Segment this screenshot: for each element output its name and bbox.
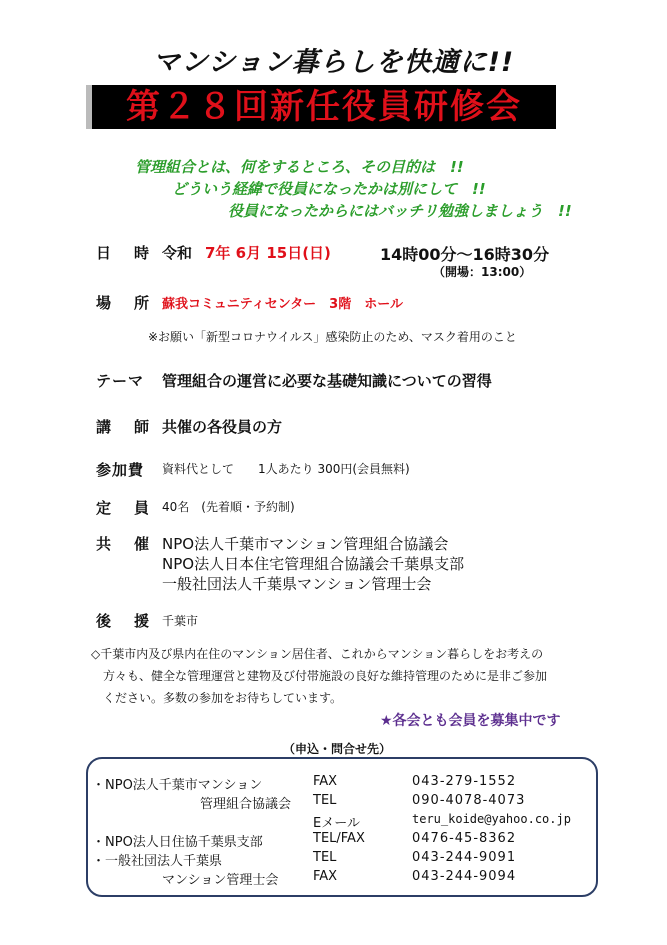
schedule-date: 7年 6月 15日(日): [205, 244, 331, 262]
support-value: 千葉市: [162, 614, 199, 628]
contact-type: TEL: [313, 850, 337, 865]
contact-type: TEL/FAX: [313, 831, 365, 846]
contact-heading: （申込・問合せ先）: [283, 742, 392, 756]
contact-value: 090-4078-4073: [412, 793, 526, 808]
contact-value: 043-244-9094: [412, 869, 517, 884]
schedule-label: 日 時: [96, 244, 154, 262]
banner-title: 第２８回新任役員研修会: [126, 87, 522, 127]
theme-label: テーマ: [96, 372, 145, 390]
contact-email[interactable]: teru_koide@yahoo.co.jp: [412, 812, 571, 826]
contact-type: FAX: [313, 869, 338, 884]
capacity-label: 定 員: [96, 499, 154, 517]
lecturer-label: 講 師: [96, 418, 154, 436]
contact-org: マンション管理士会: [162, 873, 279, 888]
schedule-era: 令和: [162, 244, 193, 262]
title-banner: [86, 85, 556, 129]
capacity-value: 40名 (先着順・予約制): [162, 500, 295, 514]
lecturer-value: 共催の各役員の方: [162, 418, 283, 436]
fee-value: 資料代として 1人あたり 300円(会員無料): [162, 462, 410, 476]
contact-type: TEL: [313, 793, 337, 808]
fee-label: 参加費: [96, 461, 145, 479]
contact-value: 0476-45-8362: [412, 831, 517, 846]
contact-type: FAX: [313, 774, 338, 789]
cohost-label: 共 催: [96, 535, 154, 553]
headline: マンション暮らしを快適に!!: [152, 47, 515, 78]
contact-org: ・NPO法人日住協千葉県支部: [92, 835, 263, 850]
support-label: 後 援: [96, 612, 154, 630]
intro-line-1: 管理組合とは、何をするところ、その目的は !!: [135, 158, 464, 176]
contact-org: ・NPO法人千葉市マンション: [92, 778, 263, 793]
schedule-doors: （開場：13:00）: [433, 265, 532, 279]
intro-line-3: 役員になったからにはバッチリ勉強しましょう !!: [228, 202, 572, 220]
contact-org: ・一般社団法人千葉県: [92, 854, 223, 869]
theme-value: 管理組合の運営に必要な基礎知識についての習得: [162, 372, 492, 390]
contact-value: 043-279-1552: [412, 774, 517, 789]
notice-line: ◇千葉市内及び県内在住のマンション居住者、これからマンション暮らしをお考えの: [91, 647, 544, 661]
recruit-notice: ★各会とも会員を募集中です: [380, 713, 561, 729]
cohost-org: NPO法人日本住宅管理組合協議会千葉県支部: [162, 555, 465, 573]
intro-line-2: どういう経緯で役員になったかは別にして !!: [172, 180, 486, 198]
venue-label: 場 所: [96, 294, 154, 312]
cohost-org: 一般社団法人千葉県マンション管理士会: [162, 575, 432, 593]
contact-org: 管理組合協議会: [200, 797, 292, 812]
schedule-time: 14時00分～16時30分: [380, 245, 550, 264]
cohost-org: NPO法人千葉市マンション管理組合協議会: [162, 535, 449, 553]
venue-note: ※お願い「新型コロナウイルス」感染防止のため、マスク着用のこと: [148, 330, 517, 344]
contact-value: 043-244-9091: [412, 850, 517, 865]
contact-type: Eメール: [313, 816, 360, 831]
notice-line: 方々も、健全な管理運営と建物及び付帯施設の良好な維持管理のために是非ご参加: [103, 669, 548, 683]
notice-line: ください。多数の参加をお待ちしています。: [103, 691, 343, 705]
venue-value: 蘇我コミュニティセンター 3階 ホール: [162, 297, 403, 312]
